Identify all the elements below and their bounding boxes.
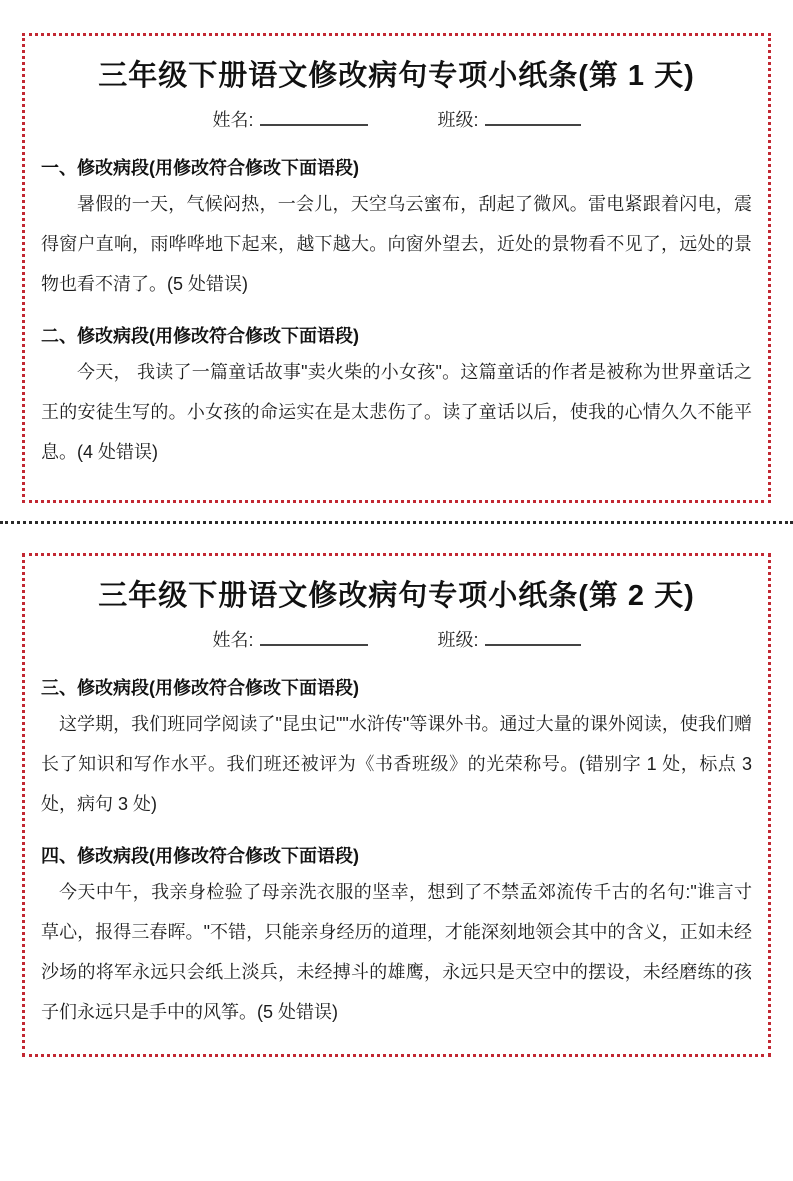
section-body-4: 今天中午，我亲身检验了母亲洗衣服的坚幸，想到了不禁孟郊流传千古的名句:"谁言寸草心，报得三春晖。"不错，只能亲身经历的道理，才能深刻地领会其中的含义，正如未经沙场的将军永远只会纸上淡兵，未经搏斗的雄鹰，永远只是天空中的摆设，未经磨练的孩子们永远只是手中的风筝。(5 处错误) [41,881,752,1022]
section-body-2: 今天， 我读了一篇童话故事"卖火柴的小女孩"。这篇童话的作者是被称为世界童话之王的安徒生写的。小女孩的命运实在是太悲伤了。读了童话以后，使我的心情久久不能平息。(4 处错误) [41,361,752,462]
class-blank-line [485,106,581,126]
section-body-1: 暑假的一天，气候闷热，一会儿，天空乌云蜜布，刮起了微风。雷电紧跟着闪电，震得窗户直响，雨哗哗地下起来，越下越大。向窗外望去，近处的景物看不见了，远处的景物也看不清了。(5 处错误) [41,193,752,294]
card-title-day1: 三年级下册语文修改病句专项小纸条(第 1 天) [98,60,695,92]
name-label: 姓名: [212,629,254,650]
section-heading-3: 三、修改病段(用修改符合修改下面语段) [41,677,359,698]
class-blank-line [485,626,581,646]
name-label: 姓名: [212,109,254,130]
name-blank-line [260,626,368,646]
name-class-row [41,106,752,136]
section-heading-2: 二、修改病段(用修改符合修改下面语段) [41,325,359,346]
card-title-day2: 三年级下册语文修改病句专项小纸条(第 2 天) [98,580,695,612]
name-blank-line [260,106,368,126]
section-body-3: 这学期，我们班同学阅读了"昆虫记""水浒传"等课外书。通过大量的课外阅读，使我们赠长了知识和写作水平。我们班还被评为《书香班级》的光荣称号。(错别字 1 处，标点 3 处，病句 3 处) [41,713,752,814]
class-label: 班级: [437,629,479,650]
name-class-row [41,626,752,656]
class-label: 班级: [437,109,479,130]
section-heading-1: 一、修改病段(用修改符合修改下面语段) [41,157,359,178]
worksheet-card-day2 [22,553,771,1057]
cut-line [0,521,793,524]
worksheet-card-day1 [22,33,771,503]
worksheet-page [0,33,793,1181]
section-heading-4: 四、修改病段(用修改符合修改下面语段) [41,845,359,866]
